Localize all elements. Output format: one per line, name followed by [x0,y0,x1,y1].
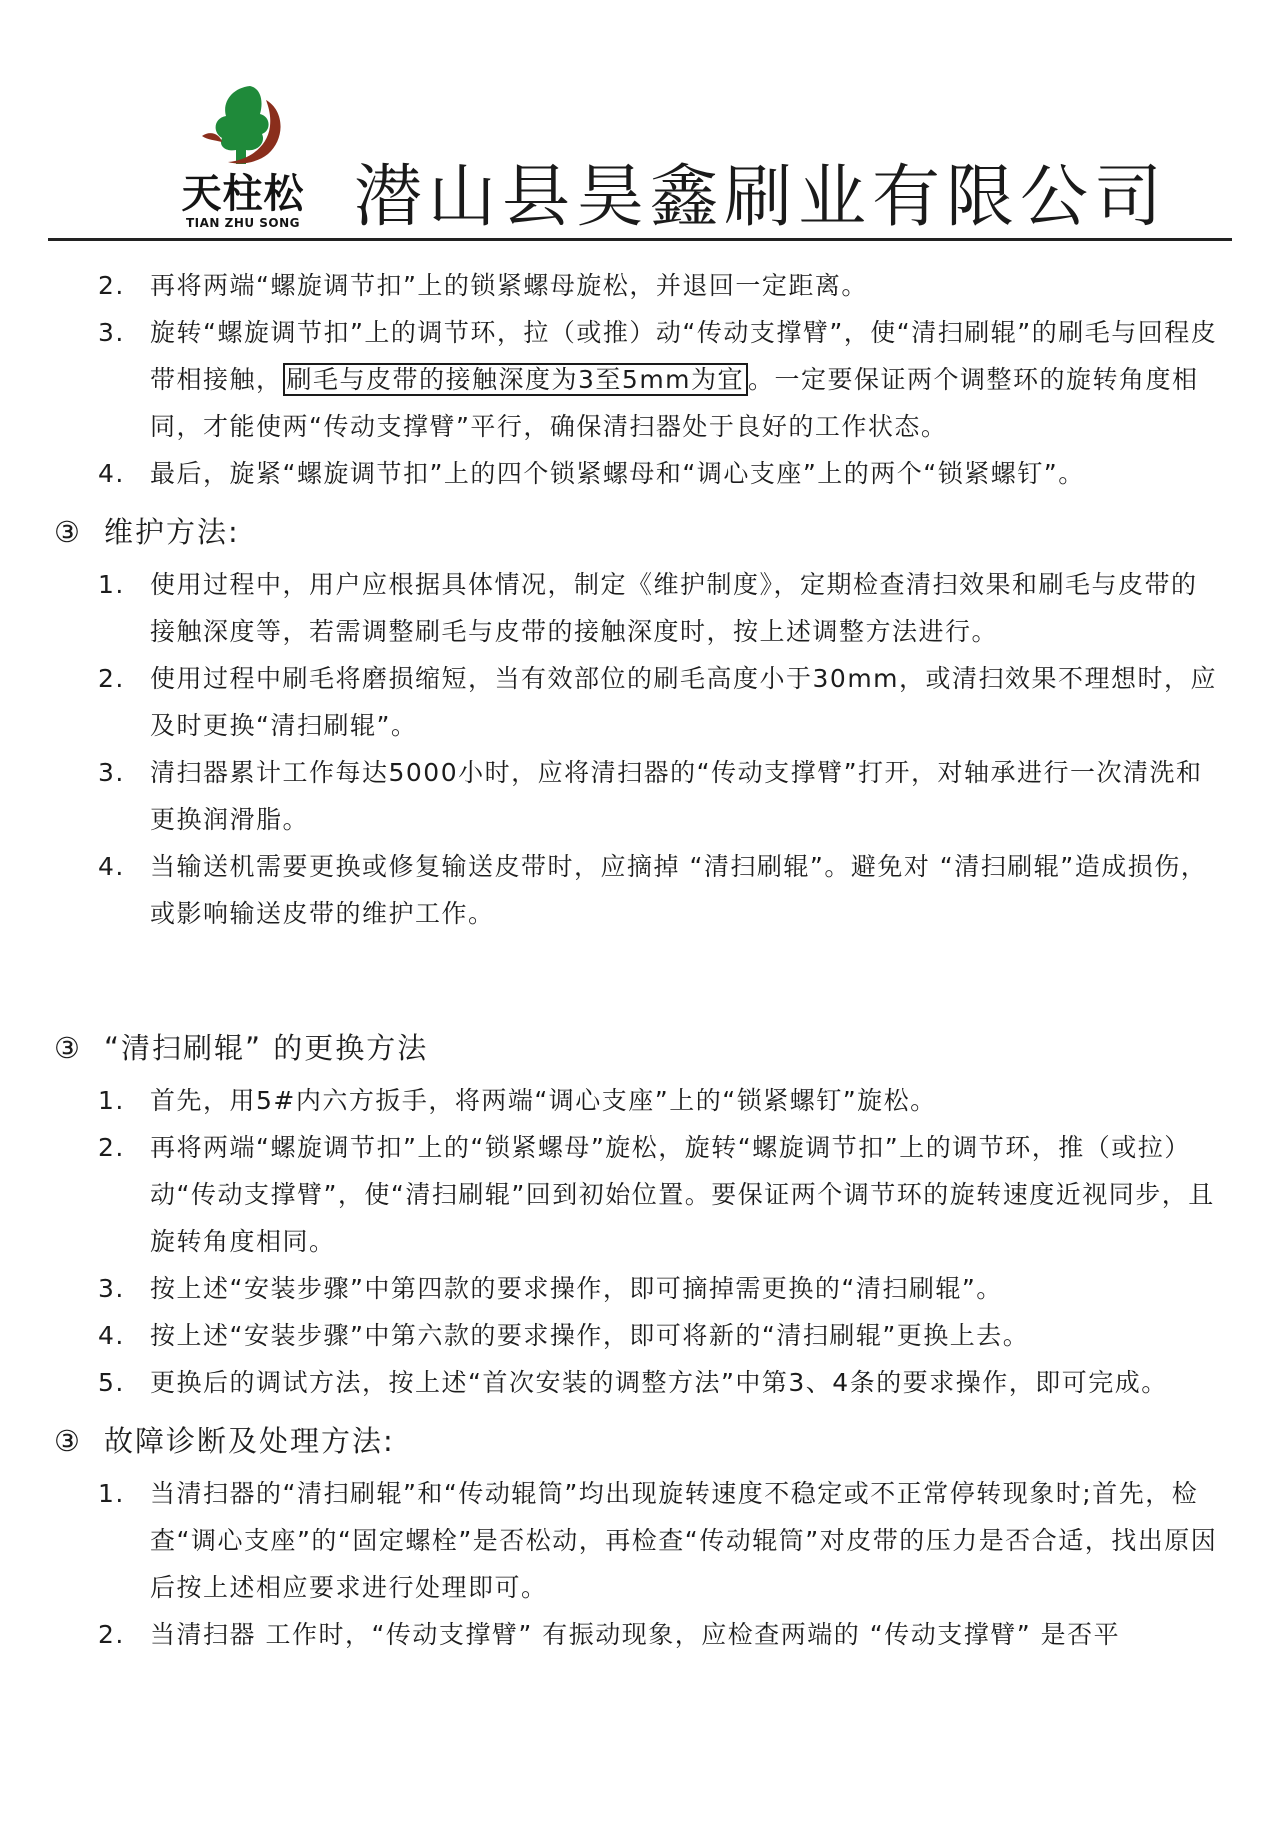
item-text: 首先，用5#内六方扳手，将两端“调心支座”上的“锁紧螺钉”旋松。 [150,1086,937,1115]
list-item [0,262,1222,309]
item-text: 按上述“安装步骤”中第六款的要求操作，即可将新的“清扫刷辊”更换上去。 [150,1321,1030,1350]
letterhead [0,0,1280,245]
item-number: 3. [98,318,125,347]
company-name: 潜山县昊鑫刷业有限公司 [354,158,1169,237]
item-text: 最后，旋紧“螺旋调节扣”上的四个锁紧螺母和“调心支座”上的两个“锁紧螺钉”。 [150,459,1085,488]
list-item [0,1312,1222,1359]
section-heading-maintenance [0,507,1280,557]
section-title: 故障诊断及处理方法: [104,1424,395,1458]
highlighted-requirement: 刷毛与皮带的接触深度为3至5mm为宜 [283,363,749,396]
spacer [0,937,1280,1013]
item-text: 清扫器累计工作每达5000小时，应将清扫器的“传动支撑臂”打开，对轴承进行一次清洗和更换润滑脂。 [150,758,1203,834]
item-number: 1. [98,1479,125,1508]
item-text: 当清扫器的“清扫刷辊”和“传动辊筒”均出现旋转速度不稳定或不正常停转现象时;首先，检查“调心支座”的“固定螺栓”是否松动，再检查“传动辊筒”对皮带的压力是否合适，找出原因后按上述相应要求进行处理即可。 [150,1479,1218,1602]
list-item [0,655,1222,749]
list-item [0,749,1222,843]
list-item [0,1359,1222,1406]
item-text: 再将两端“螺旋调节扣”上的锁紧螺母旋松，并退回一定距离。 [150,271,868,300]
brand-name-cn: 天柱松 [181,171,305,217]
item-text: 使用过程中，用户应根据具体情况，制定《维护制度》，定期检查清扫效果和刷毛与皮带的接触深度等，若需调整刷毛与皮带的接触深度时，按上述调整方法进行。 [150,570,1198,646]
section-heading-troubleshooting [0,1416,1280,1466]
list-item [0,843,1222,937]
item-number: 1. [98,1086,125,1115]
list-item [0,1611,1222,1658]
section-title: 维护方法: [104,515,240,549]
section-marker: ③ [54,1031,82,1065]
item-number: 4. [98,852,125,881]
company-logo [168,80,318,230]
item-number: 4. [98,459,125,488]
item-number: 2. [98,1620,125,1649]
list-item [0,1470,1222,1611]
section-heading-replacement [0,1023,1280,1073]
item-text: 。一定要保证两个调整环的旋转角度相同，才能使两“传动支撑臂”平行，确保清扫器处于良好的工作状态。 [150,365,1199,441]
list-item [0,1265,1222,1312]
document-body [0,262,1280,1658]
item-text: 旋转“螺旋调节扣”上的调节环，拉（或推）动“传动支撑臂”，使“清扫刷辊”的刷毛与回程皮带相接触， [150,318,1218,394]
section-marker: ③ [54,1424,82,1458]
item-number: 2. [98,1133,125,1162]
item-text: 再将两端“螺旋调节扣”上的“锁紧螺母”旋松，旋转“螺旋调节扣”上的调节环，推（或拉）动“传动支撑臂”，使“清扫刷辊”回到初始位置。要保证两个调节环的旋转速度近视同步，且旋转角度相同。 [150,1133,1215,1256]
list-item [0,450,1222,497]
item-number: 1. [98,570,125,599]
item-text: 当输送机需要更换或修复输送皮带时，应摘掉 “清扫刷辊”。避免对 “清扫刷辊”造成损伤，或影响输送皮带的维护工作。 [150,852,1208,928]
list-item [0,1124,1222,1265]
tree-logo-icon [192,80,292,172]
header-divider [48,238,1232,241]
item-number: 3. [98,758,125,787]
list-item [0,1077,1222,1124]
item-number: 2. [98,271,125,300]
list-item [0,309,1222,450]
list-item [0,561,1222,655]
item-number: 4. [98,1321,125,1350]
item-number: 5. [98,1368,125,1397]
item-text: 使用过程中刷毛将磨损缩短，当有效部位的刷毛高度小于30mm，或清扫效果不理想时，应及时更换“清扫刷辊”。 [150,664,1218,740]
item-text: 更换后的调试方法，按上述“首次安装的调整方法”中第3、4条的要求操作，即可完成。 [150,1368,1168,1397]
item-number: 3. [98,1274,125,1303]
brand-name-en: TIAN ZHU SONG [185,216,301,230]
section-title: “清扫刷辊” 的更换方法 [104,1031,429,1065]
section-marker: ③ [54,515,82,549]
item-text: 当清扫器 工作时，“传动支撑臂” 有振动现象，应检查两端的 “传动支撑臂” 是否平 [150,1620,1121,1649]
item-text: 按上述“安装步骤”中第四款的要求操作，即可摘掉需更换的“清扫刷辊”。 [150,1274,1003,1303]
item-number: 2. [98,664,125,693]
